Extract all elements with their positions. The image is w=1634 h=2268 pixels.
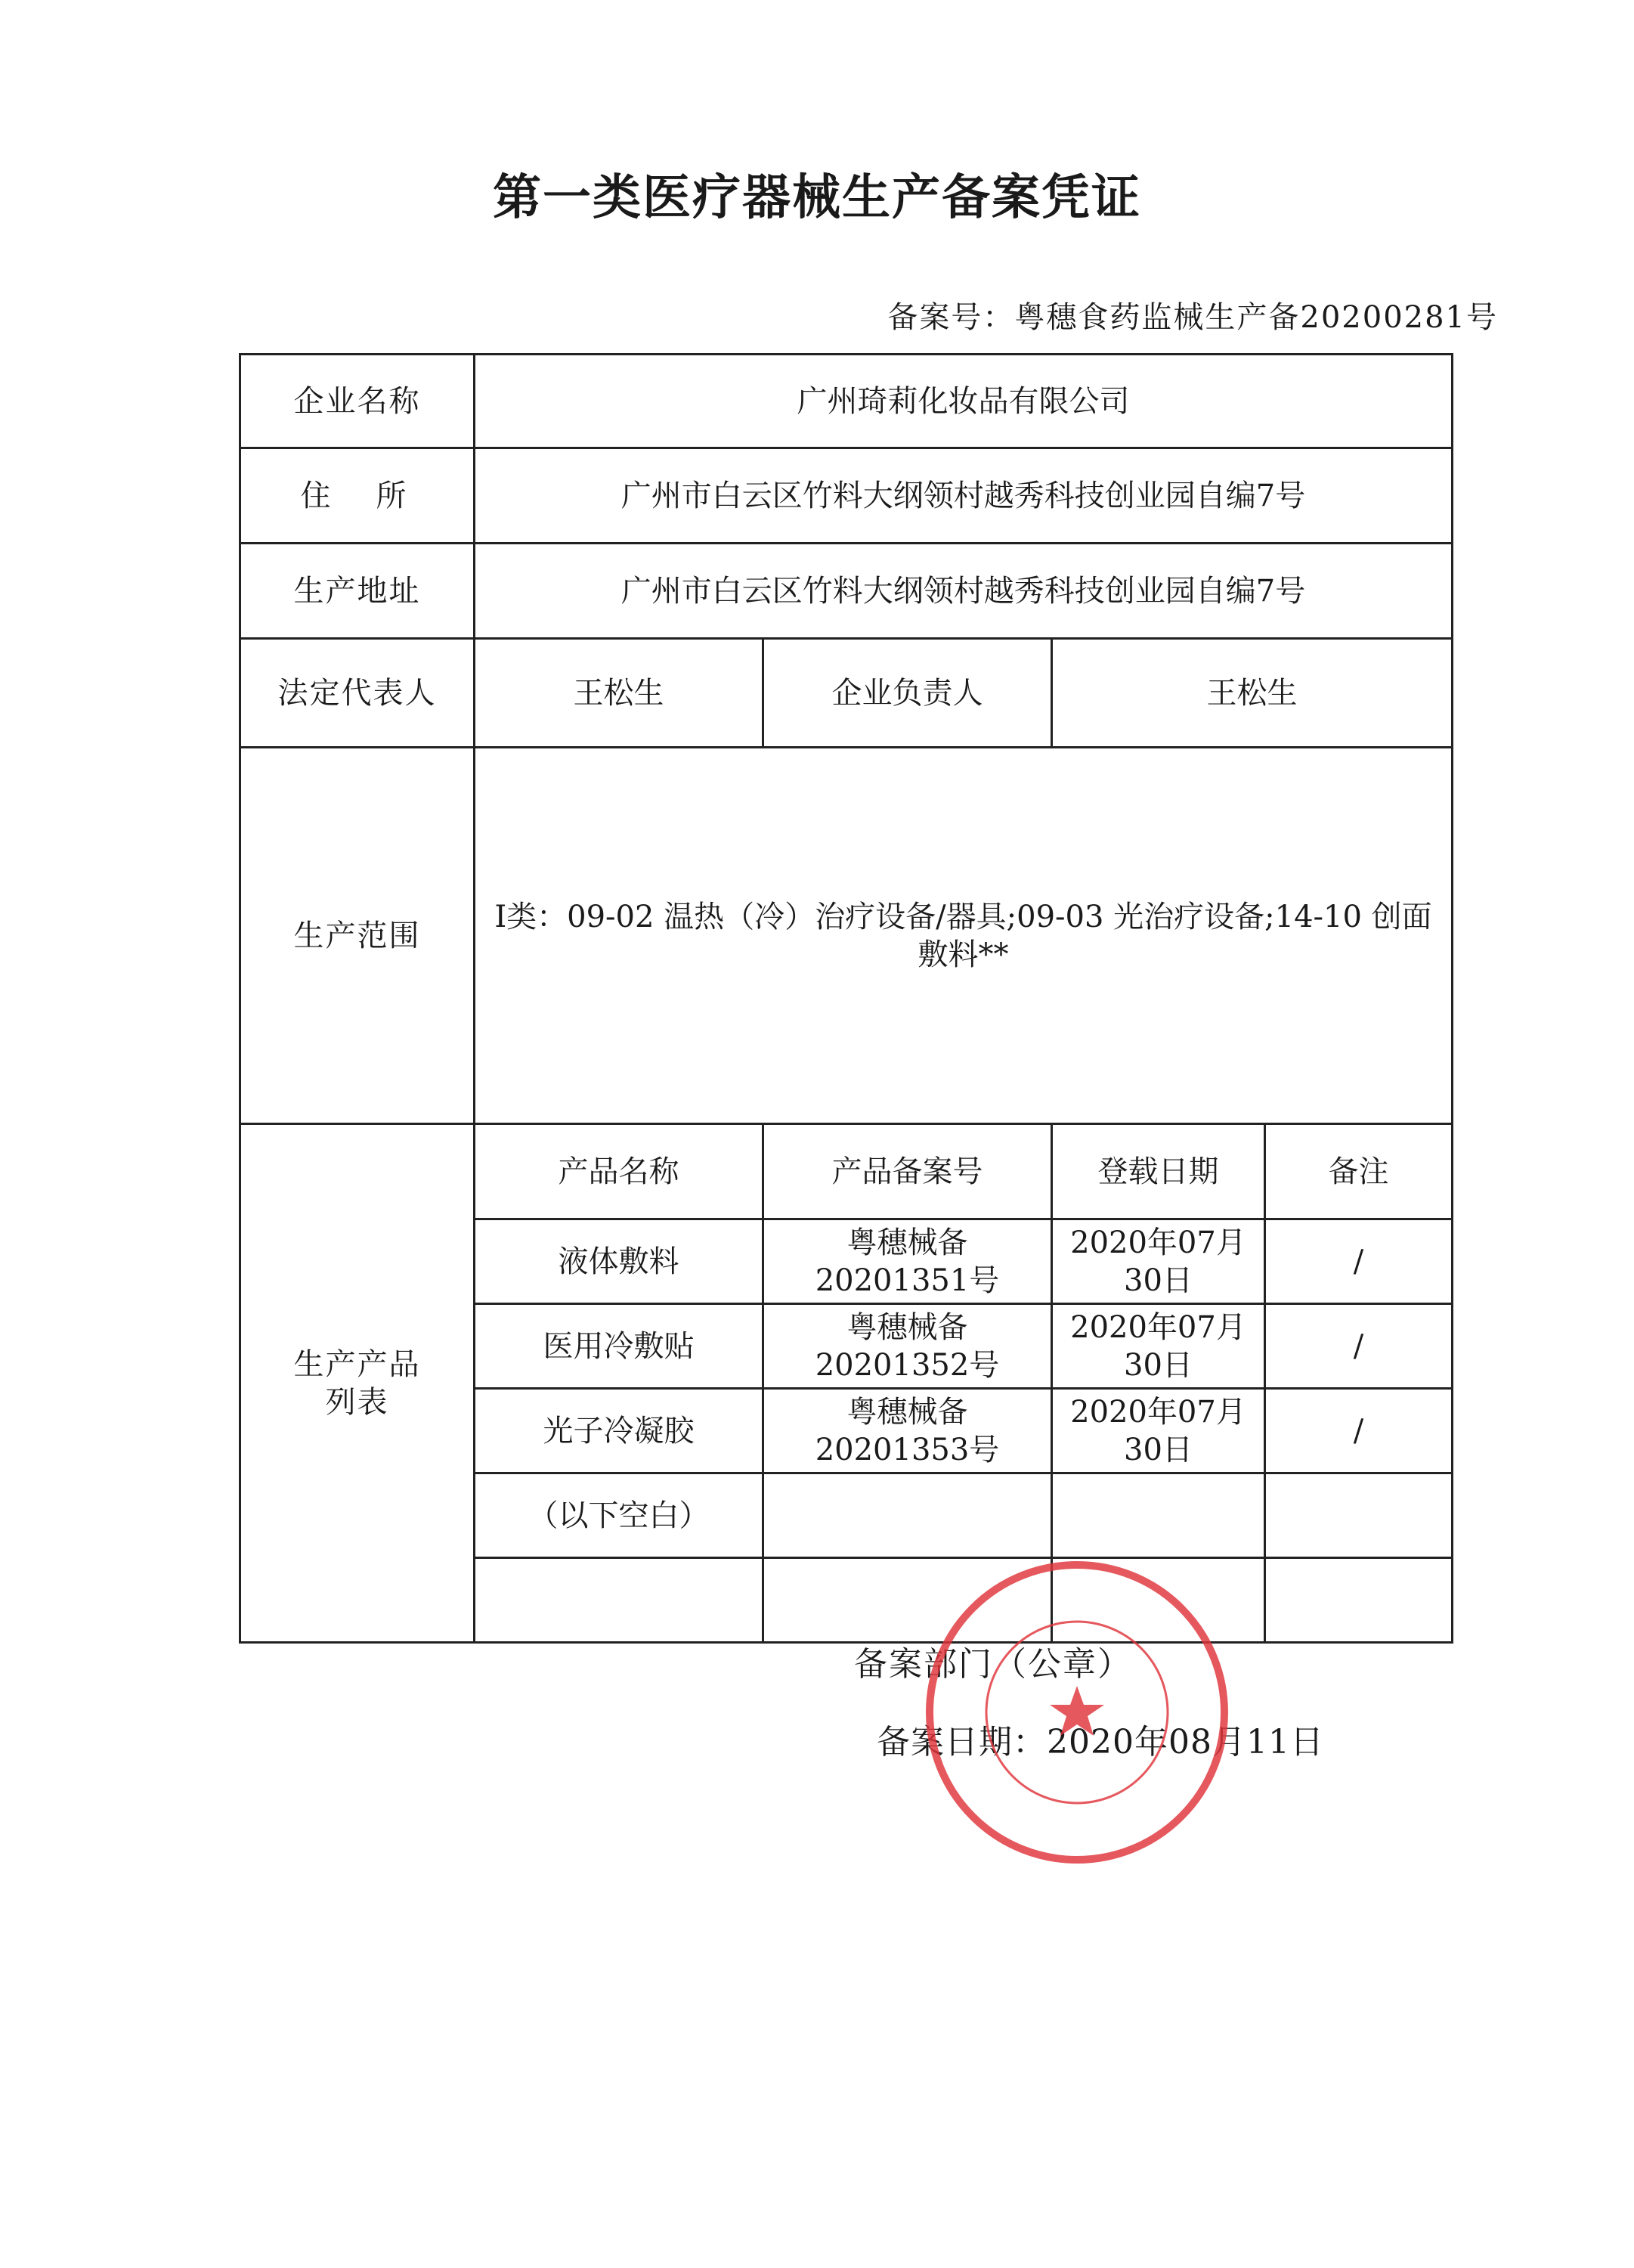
record-no-line1: 粤穗械备 [846,1394,968,1430]
record-no-line2: 20201352号 [815,1347,1000,1383]
date-line2: 30日 [1124,1263,1193,1298]
products-label-line1: 生产产品 [293,1346,421,1382]
date-line1: 2020年07月 [1070,1309,1246,1345]
product-remark [1265,1558,1453,1643]
row-residence [240,448,1453,544]
row-enterprise-name [240,355,1453,448]
date-line1: 2020年07月 [1070,1394,1246,1430]
responsible-value: 王松生 [1052,639,1453,748]
residence-value: 广州市白云区竹料大纲领村越秀科技创业园自编7号 [475,448,1453,544]
product-remark [1265,1473,1453,1558]
production-address-label: 生产地址 [240,544,475,639]
record-no-line1: 粤穗械备 [846,1225,968,1260]
filing-department: 备案部门（公章） [854,1645,1132,1684]
product-date [1052,1304,1265,1389]
record-no-line2: 20201353号 [815,1432,1000,1467]
product-record-no [763,1473,1052,1558]
record-no-line2: 20201351号 [815,1263,1000,1298]
official-seal-icon [918,1554,1236,1871]
filing-date: 备案日期：2020年08月11日 [877,1723,1324,1761]
date-line2: 30日 [1124,1347,1193,1383]
record-no-line1: 粤穗械备 [846,1309,968,1345]
products-header-row [240,1124,1453,1219]
date-line2: 30日 [1124,1432,1193,1467]
products-label-line2: 列表 [325,1384,389,1420]
header-remark: 备注 [1265,1124,1453,1219]
product-remark: / [1265,1219,1453,1304]
row-legal-rep [240,639,1453,748]
production-address-value: 广州市白云区竹料大纲领村越秀科技创业园自编7号 [475,544,1453,639]
product-record-no [763,1389,1052,1473]
product-name: 医用冷敷贴 [475,1304,763,1389]
enterprise-name-value: 广州琦莉化妆品有限公司 [475,355,1453,448]
product-date [1052,1473,1265,1558]
legal-rep-label: 法定代表人 [240,639,475,748]
date-line1: 2020年07月 [1070,1225,1246,1260]
products-label [240,1124,475,1643]
row-production-address [240,544,1453,639]
scope-label: 生产范围 [240,748,475,1124]
product-name: 液体敷料 [475,1219,763,1304]
product-record-no [763,1304,1052,1389]
product-date [1052,1219,1265,1304]
product-record-no [763,1219,1052,1304]
residence-label: 住所 [240,448,475,544]
product-date [1052,1389,1265,1473]
product-name: 光子冷凝胶 [475,1389,763,1473]
product-name: （以下空白） [475,1473,763,1558]
certificate-table [239,353,1453,1644]
document-title: 第一类医疗器械生产备案凭证 [493,169,1141,226]
legal-rep-value: 王松生 [475,639,763,748]
enterprise-name-label: 企业名称 [240,355,475,448]
record-number: 备案号：粤穗食药监械生产备20200281号 [887,300,1498,335]
scope-value: I类：09-02 温热（冷）治疗设备/器具;09-03 光治疗设备;14-10 创面敷料** [475,748,1453,1124]
responsible-label: 企业负责人 [763,639,1052,748]
product-remark: / [1265,1389,1453,1473]
header-product-record-no: 产品备案号 [763,1124,1052,1219]
product-remark: / [1265,1304,1453,1389]
product-name [475,1558,763,1643]
header-product-name: 产品名称 [475,1124,763,1219]
row-scope [240,748,1453,1124]
header-date: 登载日期 [1052,1124,1265,1219]
